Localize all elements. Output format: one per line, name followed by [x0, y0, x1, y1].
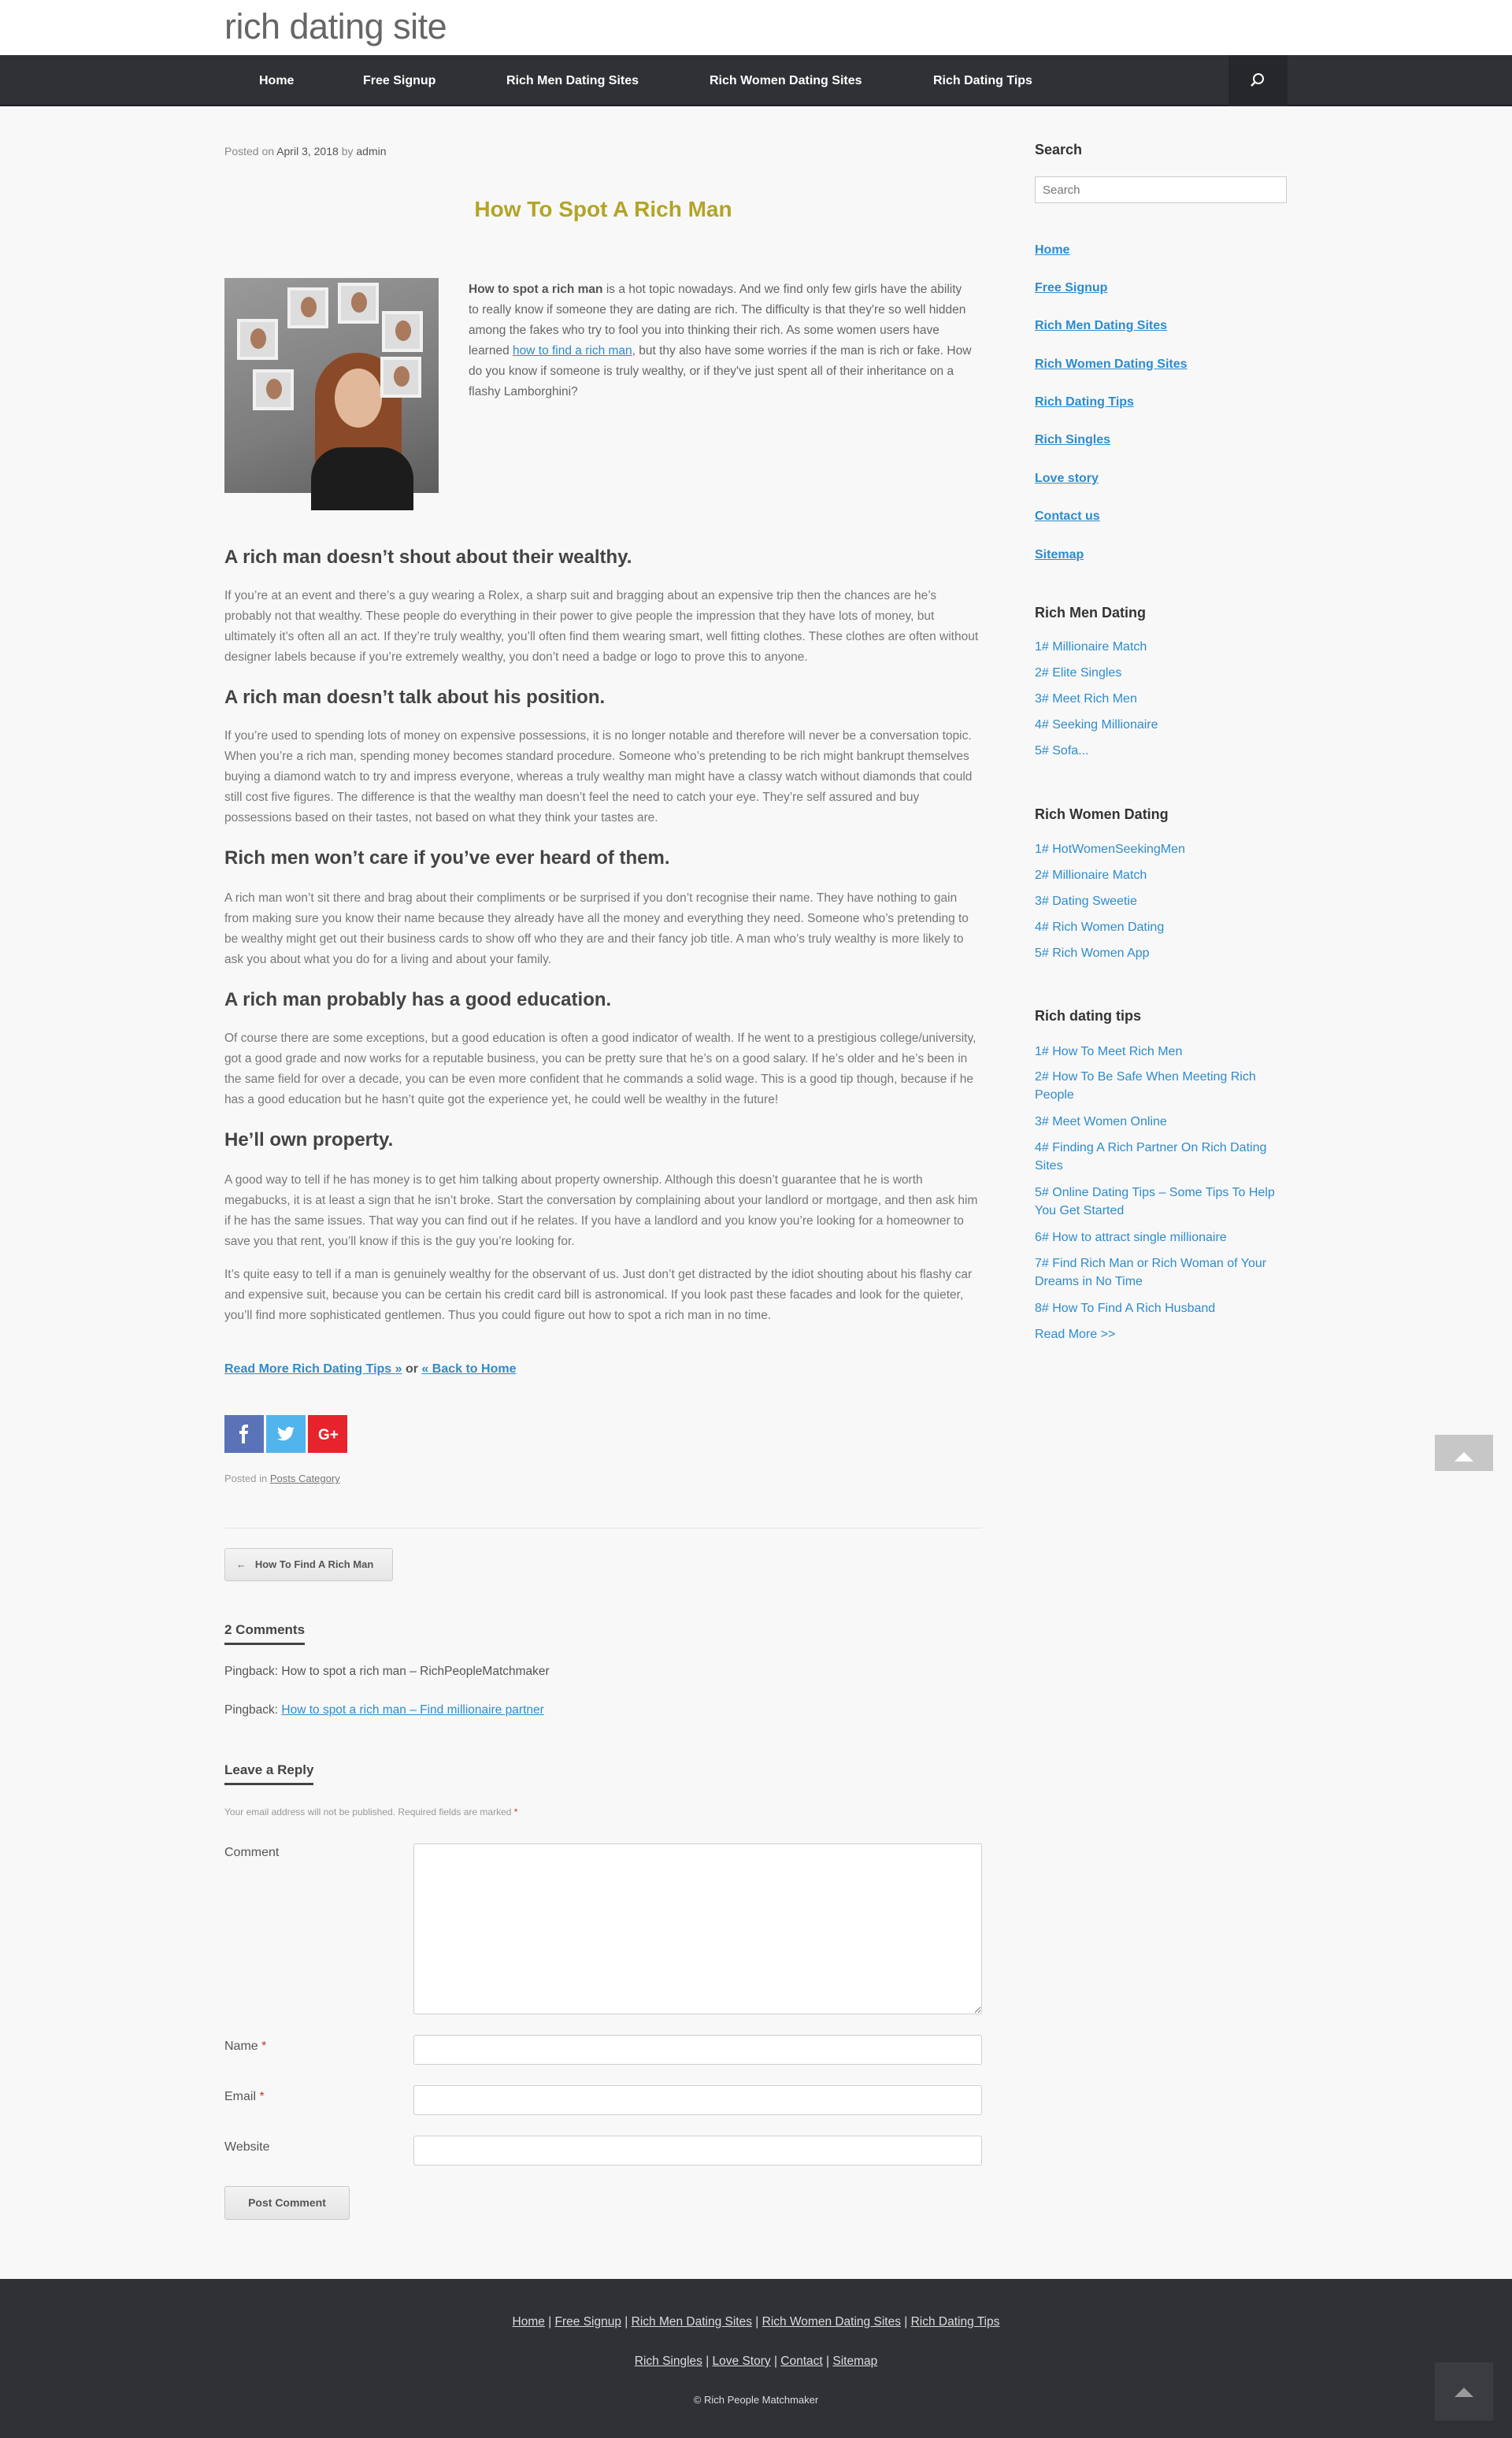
search-icon — [1250, 72, 1266, 88]
sidebar-tips-item[interactable]: 3# Meet Women Online — [1035, 1115, 1167, 1128]
sidebar-link-sitemap[interactable]: Sitemap — [1035, 548, 1084, 561]
name-label — [224, 2040, 266, 2054]
footer-link-contact[interactable]: Contact — [780, 2355, 823, 2368]
back-to-home-link[interactable]: « Back to Home — [421, 1362, 517, 1376]
sidebar-link-love-story[interactable]: Love story — [1035, 472, 1099, 485]
sidebar-rich-women-heading: Rich Women Dating — [1035, 806, 1169, 822]
footer-link-rich-men-dating-sites[interactable]: Rich Men Dating Sites — [631, 2315, 752, 2329]
section-body: If you’re at an event and there’s a guy wearing a Rolex, a sharp suit and bragging about an expensive trip then the chances are he’s probably not that wealthy. These people do everything in their power to give people the impression that they have lots of money, but ultimately it’s often all an act. If they’re truly wealthy, you’ll often find them wearing smart, well fitting clothes. These clothes are often without designer labels because if you’re extremely wealthy, you don’t need a badge or logo to prove this to anyone. — [224, 589, 979, 664]
email-label — [224, 2090, 265, 2104]
website-label: Website — [224, 2140, 270, 2154]
sidebar-women-item[interactable]: 1# HotWomenSeekingMen — [1035, 843, 1185, 856]
comment-label: Comment — [224, 1846, 280, 1859]
previous-post-button[interactable] — [224, 1548, 393, 1581]
left-arrow-icon: ← — [236, 1558, 246, 1570]
intro-text-b: , but thy also have some worries if the man is rich or fake. How do you know if someone is truly wealthy, or if they've just spent all of their inheritance on a flashy Lamborghini? — [469, 344, 972, 398]
main-navigation — [0, 55, 1512, 106]
category-link[interactable]: Posts Category — [269, 1473, 340, 1484]
post-comment-button[interactable]: Post Comment — [224, 2186, 350, 2220]
name-input[interactable] — [413, 2035, 982, 2065]
sidebar-link-rich-singles[interactable]: Rich Singles — [1035, 433, 1111, 446]
note-text: Your email address will not be published. Required fields are marked — [224, 1806, 512, 1817]
post-meta — [224, 145, 387, 157]
back-to-top-button[interactable] — [1435, 1435, 1493, 1471]
share-facebook-button[interactable] — [224, 1415, 264, 1453]
footer-back-to-top-button[interactable] — [1435, 2362, 1493, 2421]
nav-item-rich-women-dating-sites[interactable]: Rich Women Dating Sites — [710, 74, 862, 87]
posted-in — [224, 1473, 340, 1484]
sidebar-link-rich-women-dating-sites[interactable]: Rich Women Dating Sites — [1035, 358, 1188, 371]
section-body: A good way to tell if he has money is to get him talking about property ownership. Although this doesn’t guarantee that he is worth megabucks, it is at least a sign that he isn’t broke. Start the conversation by complaining about your landlord or mortgage, and then ask him if he has the same issues. That way you can find out if he relates. If you have a landlord and you know you’re looking for a homeowner to save you that rent, you’ll know if this is the guy you’re looking for. — [224, 1173, 978, 1248]
section-heading: Rich men won’t care if you’ve ever heard of them. — [224, 847, 670, 869]
search-toggle-button[interactable] — [1228, 55, 1288, 106]
footer-links-row-2 — [0, 2355, 1512, 2369]
footer-link-rich-singles[interactable]: Rich Singles — [634, 2355, 702, 2368]
footer-separator: | — [702, 2355, 713, 2368]
sidebar-link-rich-dating-tips[interactable]: Rich Dating Tips — [1035, 395, 1134, 409]
sidebar-men-item[interactable]: 2# Elite Singles — [1035, 666, 1122, 680]
sidebar-read-more-link[interactable]: Read More >> — [1035, 1328, 1116, 1341]
facebook-icon — [235, 1425, 254, 1443]
sidebar-link-home[interactable]: Home — [1035, 243, 1070, 257]
pingback-item — [224, 1703, 544, 1717]
sidebar-men-item[interactable]: 3# Meet Rich Men — [1035, 692, 1137, 706]
footer-copyright: © Rich People Matchmaker — [693, 2394, 819, 2406]
twitter-icon — [276, 1425, 295, 1443]
name-label-text: Name — [224, 2040, 258, 2053]
sidebar-women-item[interactable]: 5# Rich Women App — [1035, 947, 1150, 960]
section-body: A rich man won’t sit there and brag about their compliments or be surprised if you don’t recognise their name. They have nothing to gain from making sure you know their name because they already have all the money and everything they need. Someone who’s pretending to be wealthy might get out their business cards to show off who they are and their fancy job title. A man who’s truly wealthy is more likely to ask you about what you do for a living and about your family. — [224, 891, 969, 966]
svg-text:G+: G+ — [318, 1427, 339, 1443]
previous-post-label: How To Find A Rich Man — [254, 1558, 374, 1570]
footer-link-home[interactable]: Home — [512, 2315, 545, 2329]
posted-in-prefix: Posted in — [224, 1473, 268, 1484]
sidebar-men-item[interactable]: 1# Millionaire Match — [1035, 640, 1147, 654]
section-body: Of course there are some exceptions, but a good education is often a good indicator of wealth. If he went to a prestigious college/university, got a good grade and now works for a reputable business, you can be pretty sure that he’s on a good salary. If he’s older and he’s been in the same field for over a decade, you can be even more confident that he commands a solid wage. This is a good tip though, because if he has a good education but he hasn’t quite got the experience yet, he could well be wealthy in the future! — [224, 1032, 976, 1106]
sidebar-tips-item[interactable]: 1# How To Meet Rich Men — [1035, 1045, 1183, 1058]
post-title: How To Spot A Rich Man — [474, 197, 732, 221]
post-meta-by: by — [341, 145, 354, 157]
sidebar-tips-item[interactable]: 5# Online Dating Tips – Some Tips To Help You Get Started — [1035, 1186, 1275, 1217]
intro-text-a: is a hot topic nowadays. And we find only few girls have the ability to really know if someone they are dating are rich. The difficulty is that they're so well hidden among the fakes who try to fool you into thinking their rich. As some women users have learned — [469, 283, 966, 358]
sidebar-tips-item[interactable]: 2# How To Be Safe When Meeting Rich People — [1035, 1070, 1256, 1102]
footer-separator: | — [770, 2355, 781, 2368]
sidebar-tips-item[interactable]: 6# How to attract single millionaire — [1035, 1231, 1227, 1244]
pingback-prefix: Pingback: — [224, 1665, 279, 1678]
sidebar-men-item[interactable]: 5# Sofa... — [1035, 744, 1089, 758]
section-heading: A rich man probably has a good education. — [224, 989, 612, 1010]
google-plus-icon — [318, 1425, 339, 1443]
section-body: If you’re used to spending lots of money on expensive possessions, it is no longer notable and therefore will never be a conversation topic. When you’re a rich man, spending money becomes standard procedure. Someone who’s pretending to be rich might bankrupt themselves buying a diamond watch to try and impress everyone, whereas a truly wealthy man might have a classy watch without diamonds that could still cost five figures. The difference is that the wealthy man doesn’t feel the need to catch your eye. They’re self assured and buy possessions based on their tastes, not based on what they think your tastes are. — [224, 729, 973, 824]
site-header — [0, 0, 1512, 55]
sidebar-search-input[interactable] — [1035, 176, 1287, 203]
intro-bold: How to spot a rich man — [469, 283, 603, 296]
footer-link-rich-dating-tips[interactable]: Rich Dating Tips — [910, 2315, 1000, 2329]
footer-link-free-signup[interactable]: Free Signup — [554, 2315, 621, 2329]
footer-separator: | — [900, 2315, 911, 2329]
sidebar-link-rich-men-dating-sites[interactable]: Rich Men Dating Sites — [1035, 319, 1168, 332]
email-input[interactable] — [413, 2085, 982, 2115]
or-text: or — [402, 1362, 422, 1376]
nav-item-home[interactable]: Home — [259, 74, 295, 87]
sidebar-rich-men-heading: Rich Men Dating — [1035, 605, 1147, 621]
closing-paragraph: It’s quite easy to tell if a man is genuinely wealthy for the observant of us. Just don’t get distracted by the idiot shouting about his flashy car and expensive suit, because you can be certain his credit card bill is astronomical. If you look past these facades and look for the quieter, you’ll find more sophisticated gentlemen. Thus you could figure out how to spot a rich man in no time. — [224, 1268, 973, 1322]
required-mark: * — [259, 2090, 265, 2103]
featured-image — [224, 278, 439, 493]
footer-link-sitemap[interactable]: Sitemap — [832, 2355, 878, 2368]
footer-link-love-story[interactable]: Love Story — [712, 2355, 771, 2368]
footer-separator: | — [621, 2315, 632, 2329]
sidebar-link-free-signup[interactable]: Free Signup — [1035, 281, 1108, 295]
footer-links-row — [0, 2315, 1512, 2329]
sidebar-link-contact-us[interactable]: Contact us — [1035, 509, 1100, 523]
post-intro — [469, 280, 973, 402]
section-heading: A rich man doesn’t talk about his position. — [224, 687, 606, 708]
post-author-link[interactable]: admin — [356, 145, 387, 157]
sidebar-rich-dating-tips-heading: Rich dating tips — [1035, 1008, 1141, 1024]
sidebar-women-item[interactable]: 2# Millionaire Match — [1035, 869, 1147, 882]
nav-item-rich-men-dating-sites[interactable]: Rich Men Dating Sites — [506, 74, 639, 87]
pingback-item — [224, 1665, 550, 1679]
post-meta-prefix: Posted on — [224, 145, 275, 157]
site-title[interactable]: rich dating site — [224, 6, 447, 46]
sidebar-tips-item[interactable]: 7# Find Rich Man or Rich Woman of Your Dreams in No Time — [1035, 1257, 1267, 1288]
required-mark: * — [261, 2040, 267, 2053]
website-input[interactable] — [413, 2136, 982, 2166]
sidebar-men-item[interactable]: 4# Seeking Millionaire — [1035, 718, 1158, 732]
comment-textarea[interactable] — [413, 1843, 982, 2014]
required-fields-note — [224, 1806, 517, 1817]
footer-link-rich-women-dating-sites[interactable]: Rich Women Dating Sites — [762, 2315, 901, 2329]
site-footer — [0, 2279, 1512, 2438]
footer-separator: | — [822, 2355, 833, 2368]
comments-heading: 2 Comments — [224, 1622, 305, 1645]
nav-item-rich-dating-tips[interactable]: Rich Dating Tips — [933, 74, 1032, 87]
sidebar-search-heading: Search — [1035, 142, 1083, 157]
email-label-text: Email — [224, 2090, 257, 2103]
footer-separator: | — [751, 2315, 762, 2329]
section-heading: He’ll own property. — [224, 1129, 394, 1150]
footer-separator: | — [544, 2315, 555, 2329]
read-more-link[interactable]: Read More Rich Dating Tips » — [224, 1362, 402, 1376]
pingback-prefix: Pingback: — [224, 1703, 279, 1717]
leave-reply-heading: Leave a Reply — [224, 1762, 313, 1785]
required-mark: * — [513, 1806, 518, 1817]
sidebar-women-item[interactable]: 3# Dating Sweetie — [1035, 895, 1137, 908]
pingback-link[interactable]: How to spot a rich man – Find millionaire partner — [281, 1703, 544, 1717]
find-rich-man-link[interactable]: how to find a rich man — [513, 344, 632, 358]
read-more-row — [224, 1362, 516, 1376]
share-twitter-button[interactable] — [266, 1415, 306, 1453]
sidebar-tips-item[interactable]: 4# Finding A Rich Partner On Rich Dating Sites — [1035, 1141, 1267, 1173]
section-heading: A rich man doesn’t shout about their wealthy. — [224, 547, 632, 568]
share-google-plus-button[interactable] — [308, 1415, 347, 1453]
nav-item-free-signup[interactable]: Free Signup — [363, 74, 436, 87]
pingback-text: How to spot a rich man – RichPeopleMatchmaker — [281, 1665, 550, 1678]
sidebar-tips-item[interactable]: 8# How To Find A Rich Husband — [1035, 1302, 1216, 1315]
sidebar-women-item[interactable]: 4# Rich Women Dating — [1035, 921, 1165, 934]
post-date-link[interactable]: April 3, 2018 — [276, 145, 339, 157]
